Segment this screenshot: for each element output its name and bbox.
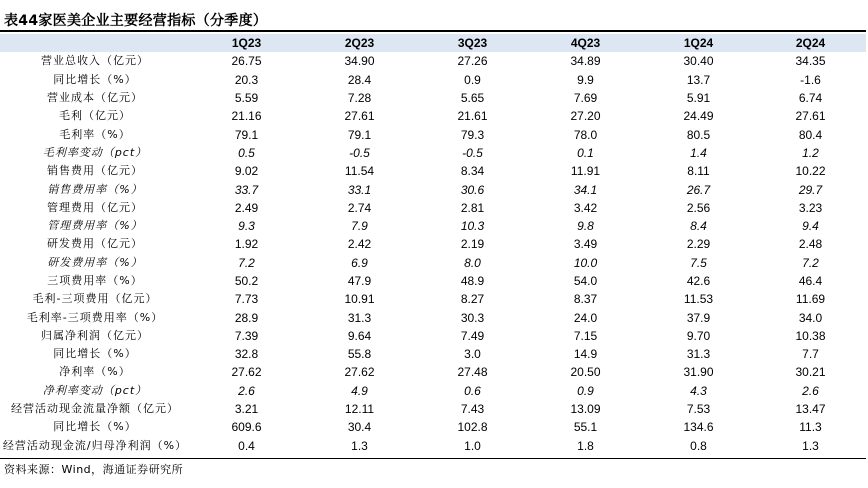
value-cell: 31.3 [347, 310, 372, 325]
row-label: 归属净利润（亿元） [41, 328, 149, 342]
table-row [0, 308, 866, 326]
table-row [0, 272, 866, 290]
value-cell: 1.3 [802, 438, 819, 453]
value-cell: 7.73 [234, 292, 259, 307]
value-cell: 7.15 [573, 328, 598, 343]
value-cell: 54.0 [573, 274, 598, 288]
value-cell: 34.35 [795, 54, 826, 69]
value-cell: 3.42 [573, 200, 598, 215]
value-cell: 9.4 [802, 219, 819, 234]
value-cell: 7.7 [802, 347, 819, 362]
value-cell: 34.89 [570, 54, 601, 69]
value-cell: 13.47 [795, 402, 826, 417]
value-cell: 80.5 [686, 127, 711, 142]
value-cell: 8.37 [573, 292, 598, 307]
value-cell: 79.1 [234, 127, 259, 142]
value-cell: 26.7 [686, 182, 711, 197]
value-cell: 10.0 [573, 255, 598, 270]
header-row [0, 34, 866, 52]
row-label: 毛利率（%） [59, 127, 131, 141]
row-label: 净利率变动（pct） [42, 383, 148, 397]
value-cell: 0.1 [577, 145, 594, 160]
value-cell: 8.27 [460, 292, 485, 307]
row-label: 经营活动现金流量净额（亿元） [11, 402, 179, 416]
table-row [0, 125, 866, 143]
value-cell: 9.3 [238, 219, 255, 234]
table-row [0, 235, 866, 253]
table-row [0, 327, 866, 345]
value-cell: 55.8 [347, 347, 372, 362]
value-cell: 5.59 [234, 91, 259, 106]
value-cell: 13.09 [570, 402, 601, 417]
header-period-1: 1Q23 [190, 34, 303, 52]
value-cell: 34.90 [344, 54, 375, 69]
value-cell: 34.1 [573, 182, 598, 197]
value-cell: 7.53 [686, 402, 711, 417]
table-row [0, 254, 866, 272]
row-label: 营业总收入（亿元） [41, 54, 149, 68]
table-row [0, 363, 866, 381]
value-cell: 31.90 [683, 365, 714, 380]
value-cell: 2.42 [347, 237, 372, 252]
value-cell: 79.1 [347, 127, 372, 142]
value-cell: 7.5 [690, 255, 707, 270]
row-label: 毛利-三项费用（亿元） [32, 292, 158, 306]
value-cell: 9.70 [686, 328, 711, 343]
row-label: 毛利（亿元） [59, 109, 131, 123]
value-cell: 55.1 [573, 420, 598, 435]
value-cell: 26.75 [231, 54, 262, 69]
value-cell: 9.02 [234, 164, 259, 179]
value-cell: 7.28 [347, 91, 372, 106]
value-cell: 0.9 [577, 383, 594, 398]
header-period-5: 1Q24 [642, 34, 755, 52]
value-cell: 1.4 [690, 145, 707, 160]
value-cell: 24.49 [683, 109, 714, 124]
value-cell: 6.74 [798, 91, 823, 106]
row-label: 同比增长（%） [53, 420, 137, 434]
source-note: 资料来源：Wind，海通证券研究所 [4, 463, 184, 476]
value-cell: 10.22 [795, 164, 826, 179]
row-label: 管理费用率（%） [47, 219, 143, 233]
bottom-rule [0, 458, 866, 459]
value-cell: 27.48 [457, 365, 488, 380]
value-cell: 11.54 [344, 164, 375, 179]
value-cell: 24.0 [573, 310, 598, 325]
value-cell: 3.0 [464, 347, 481, 362]
value-cell: 48.9 [460, 274, 485, 288]
value-cell: 3.23 [798, 200, 823, 215]
value-cell: 27.26 [457, 54, 488, 69]
value-cell: 27.61 [344, 109, 375, 124]
value-cell: 4.3 [690, 383, 707, 398]
row-label: 净利率（%） [59, 365, 131, 379]
value-cell: 29.7 [798, 182, 823, 197]
value-cell: 7.2 [802, 255, 819, 270]
value-cell: -0.5 [462, 145, 483, 160]
value-cell: 28.4 [347, 72, 372, 87]
value-cell: 2.6 [802, 383, 819, 398]
table-row [0, 217, 866, 235]
value-cell: 1.3 [351, 438, 368, 453]
row-label: 营业成本（亿元） [47, 91, 143, 105]
value-cell: 20.50 [570, 365, 601, 380]
table-body [0, 52, 866, 455]
value-cell: 5.65 [460, 91, 485, 106]
value-cell: 2.74 [347, 200, 372, 215]
table-row [0, 71, 866, 89]
value-cell: 27.20 [570, 109, 601, 124]
value-cell: 12.11 [344, 402, 375, 417]
value-cell: 37.9 [686, 310, 711, 325]
row-label: 三项费用率（%） [47, 274, 143, 287]
value-cell: 13.7 [686, 72, 711, 87]
table-row [0, 437, 866, 455]
value-cell: 30.21 [795, 365, 826, 380]
table-row [0, 400, 866, 418]
value-cell: 1.2 [802, 145, 819, 160]
value-cell: 28.9 [234, 310, 259, 325]
row-label: 毛利率-三项费用率（%） [26, 310, 164, 324]
row-label: 管理费用（亿元） [47, 200, 143, 214]
value-cell: 8.34 [460, 164, 485, 179]
value-cell: 0.9 [464, 72, 481, 87]
value-cell: 30.40 [683, 54, 714, 69]
table-row [0, 418, 866, 436]
row-label: 同比增长（%） [53, 72, 137, 86]
value-cell: 0.5 [238, 145, 255, 160]
top-rule [0, 30, 866, 32]
value-cell: 8.11 [687, 164, 710, 179]
value-cell: 7.43 [460, 402, 485, 417]
table-row [0, 382, 866, 400]
value-cell: 11.53 [683, 292, 714, 307]
header-period-6: 2Q24 [755, 34, 866, 52]
data-table [0, 34, 866, 455]
value-cell: 0.6 [464, 383, 481, 398]
value-cell: 34.0 [798, 310, 823, 325]
value-cell: 8.0 [464, 255, 481, 270]
value-cell: 33.1 [347, 182, 372, 197]
value-cell: 79.3 [460, 127, 485, 142]
value-cell: 10.3 [460, 219, 485, 234]
value-cell: 2.49 [234, 200, 259, 215]
table-row [0, 162, 866, 180]
value-cell: 11.69 [795, 292, 826, 307]
value-cell: 5.91 [686, 91, 711, 106]
value-cell: 11.91 [570, 164, 601, 179]
value-cell: 102.8 [457, 420, 488, 435]
value-cell: 30.3 [460, 310, 485, 325]
table-row [0, 199, 866, 217]
value-cell: 50.2 [234, 274, 259, 288]
value-cell: 11.3 [799, 420, 822, 435]
row-label: 研发费用率（%） [47, 255, 143, 269]
value-cell: 609.6 [231, 420, 262, 435]
value-cell: 32.8 [234, 347, 259, 362]
value-cell: 9.8 [577, 219, 594, 234]
value-cell: 9.9 [577, 72, 594, 87]
value-cell: 134.6 [683, 420, 714, 435]
value-cell: 27.62 [344, 365, 375, 380]
value-cell: 7.2 [238, 255, 255, 270]
value-cell: 1.92 [234, 237, 259, 252]
value-cell: 2.56 [686, 200, 711, 215]
value-cell: 7.39 [234, 328, 259, 343]
value-cell: 3.21 [234, 402, 259, 417]
value-cell: 2.48 [798, 237, 823, 252]
value-cell: 2.6 [238, 383, 255, 398]
value-cell: 1.0 [464, 438, 481, 453]
value-cell: 42.6 [686, 274, 711, 288]
value-cell: -1.6 [800, 72, 821, 87]
value-cell: 7.49 [460, 328, 485, 343]
value-cell: 10.91 [344, 292, 375, 307]
table-row [0, 107, 866, 125]
value-cell: -0.5 [349, 145, 370, 160]
row-label: 研发费用（亿元） [47, 237, 143, 251]
value-cell: 2.81 [460, 200, 485, 215]
header-period-3: 3Q23 [416, 34, 529, 52]
table-row [0, 52, 866, 70]
value-cell: 7.9 [351, 219, 368, 234]
table-title: 表44家医美企业主要经营指标（分季度） [4, 13, 268, 29]
row-label: 销售费用（亿元） [47, 164, 143, 178]
table-row [0, 144, 866, 162]
value-cell: 7.69 [573, 91, 598, 106]
value-cell: 14.9 [573, 347, 598, 362]
row-label: 毛利率变动（pct） [42, 145, 148, 159]
value-cell: 0.4 [238, 438, 255, 453]
value-cell: 31.3 [686, 347, 711, 362]
value-cell: 21.61 [457, 109, 488, 124]
value-cell: 27.61 [795, 109, 826, 124]
table-row [0, 89, 866, 107]
row-label: 经营活动现金流/归母净利润（%） [2, 438, 188, 452]
value-cell: 2.19 [460, 237, 485, 252]
value-cell: 20.3 [234, 72, 259, 87]
table-row [0, 180, 866, 198]
value-cell: 1.8 [577, 438, 594, 453]
header-period-2: 2Q23 [303, 34, 416, 52]
value-cell: 78.0 [573, 127, 598, 142]
value-cell: 0.8 [690, 438, 707, 453]
value-cell: 30.4 [347, 420, 372, 435]
value-cell: 6.9 [351, 255, 368, 270]
value-cell: 2.29 [686, 237, 711, 252]
value-cell: 47.9 [347, 274, 372, 288]
row-label: 同比增长（%） [53, 347, 137, 361]
value-cell: 10.38 [795, 328, 826, 343]
value-cell: 9.64 [347, 328, 372, 343]
row-label: 销售费用率（%） [47, 182, 143, 196]
value-cell: 21.16 [231, 109, 262, 124]
value-cell: 4.9 [351, 383, 368, 398]
value-cell: 8.4 [690, 219, 707, 234]
value-cell: 27.62 [231, 365, 262, 380]
value-cell: 80.4 [798, 127, 823, 142]
value-cell: 3.49 [573, 237, 598, 252]
header-period-4: 4Q23 [529, 34, 642, 52]
header-label-cell [0, 34, 190, 52]
value-cell: 30.6 [460, 182, 485, 197]
value-cell: 33.7 [234, 182, 259, 197]
table-row [0, 290, 866, 308]
value-cell: 46.4 [798, 274, 823, 288]
table-row [0, 345, 866, 363]
